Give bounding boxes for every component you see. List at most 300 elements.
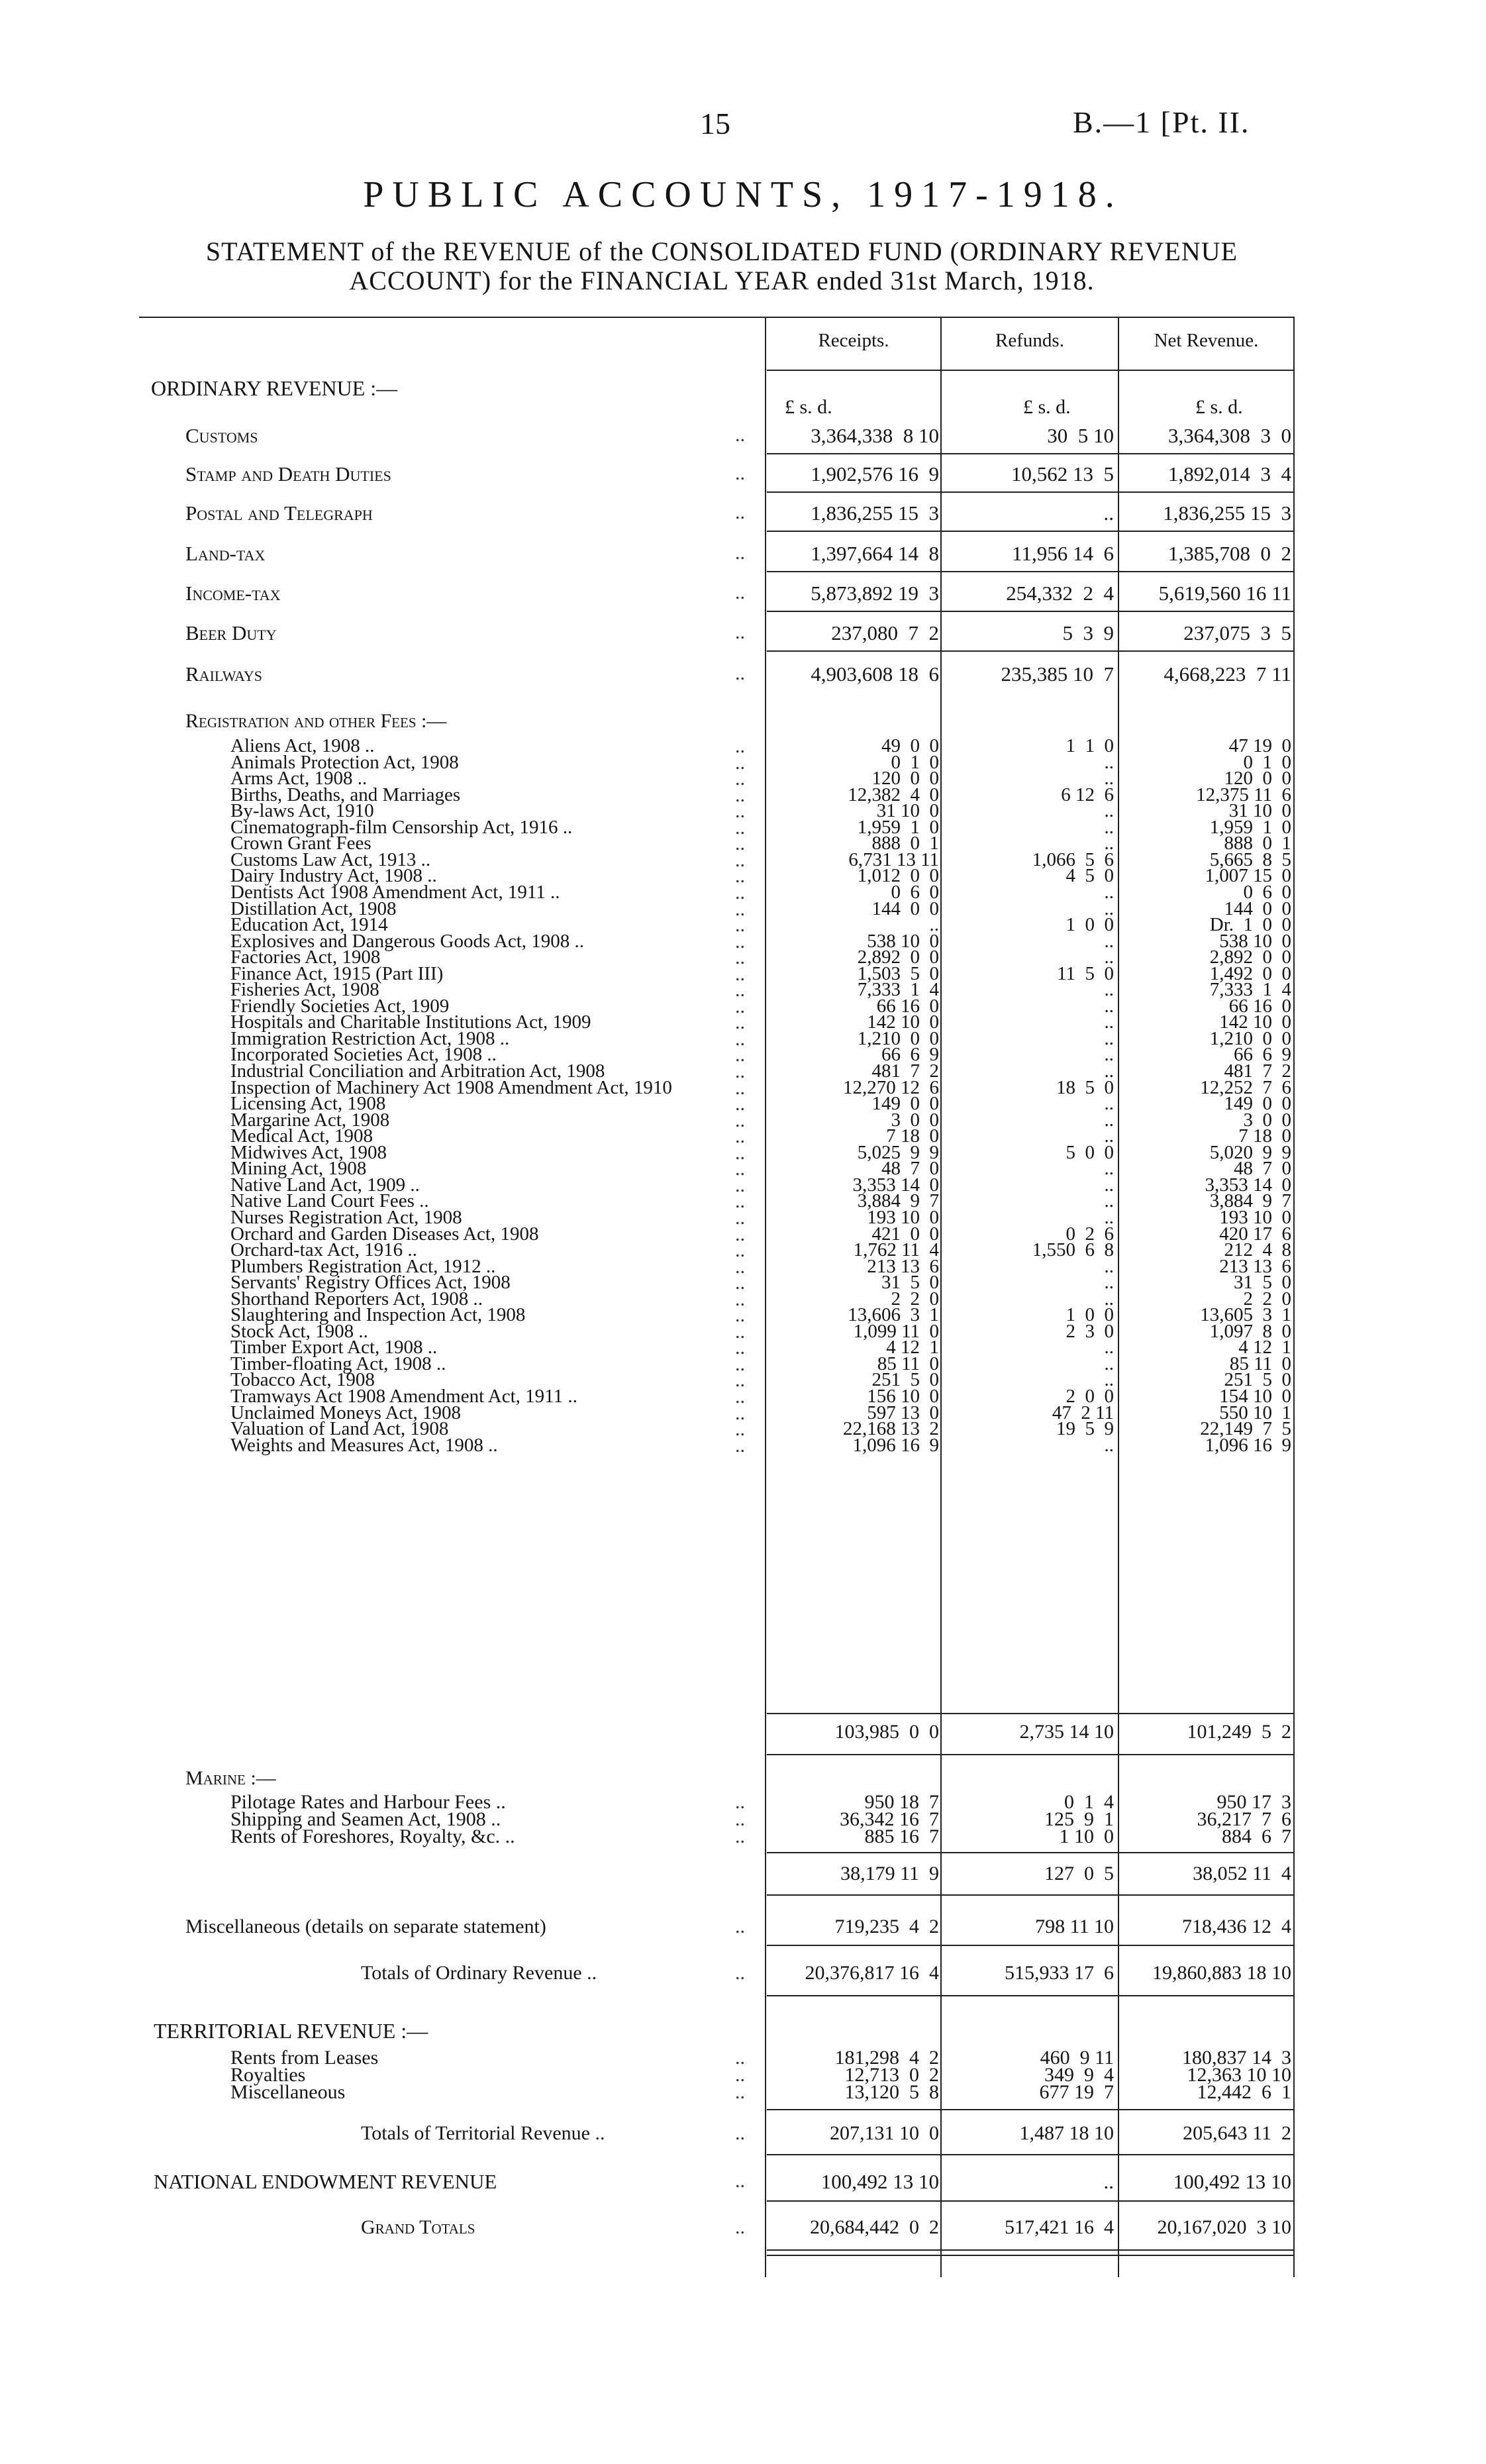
territorial-row-0-label: Rents from Leases bbox=[230, 2047, 379, 2069]
fee-row-33-label: Servants' Registry Offices Act, 1908 bbox=[230, 1272, 511, 1293]
territorial-row-1-leader: .. bbox=[735, 2064, 745, 2086]
fee-row-2-receipts: 120 0 0 bbox=[871, 768, 939, 789]
ordinary-total-row-receipts: 20,376,817 16 4 bbox=[805, 1962, 939, 1984]
fee-row-5-receipts: 1,959 1 0 bbox=[857, 817, 939, 838]
fee-row-11-refunds: 1 0 0 bbox=[1065, 914, 1114, 935]
fee-row-1-refunds: .. bbox=[1104, 752, 1114, 773]
fee-row-42-label: Valuation of Land Act, 1908 bbox=[230, 1418, 449, 1439]
main-row-0-receipts: 3,364,338 8 10 bbox=[811, 424, 939, 447]
fee-row-43-refunds: .. bbox=[1104, 1435, 1114, 1456]
territorial-row-2-refunds: 677 19 7 bbox=[1039, 2081, 1114, 2103]
marine-total-bottom-rule bbox=[767, 1894, 1295, 1896]
territorial-row-0-net-revenue: 180,837 14 3 bbox=[1182, 2047, 1291, 2069]
fee-row-34-refunds: .. bbox=[1104, 1288, 1114, 1309]
main-row-0-net-revenue: 3,364,308 3 0 bbox=[1168, 424, 1291, 447]
fee-row-6-leader: .. bbox=[735, 833, 745, 854]
fee-row-35-receipts: 13,606 3 1 bbox=[848, 1304, 939, 1325]
fee-row-12-receipts: 538 10 0 bbox=[867, 931, 939, 952]
miscellaneous-row-label: Miscellaneous (details on separate statement) bbox=[185, 1916, 546, 1937]
fee-row-17-receipts: 142 10 0 bbox=[867, 1011, 939, 1033]
page-title: PUBLIC ACCOUNTS, 1917-1918. bbox=[363, 174, 1123, 215]
national-endowment-row-refunds: .. bbox=[1103, 2170, 1114, 2193]
fee-row-5-leader: .. bbox=[735, 817, 745, 839]
fee-row-39-net-revenue: 251 5 0 bbox=[1224, 1369, 1291, 1390]
fee-row-11-net-revenue: Dr. 1 0 0 bbox=[1209, 914, 1291, 935]
miscellaneous-row-refunds: 798 11 10 bbox=[1035, 1916, 1114, 1937]
main-row-1-net-revenue: 1,892,014 3 4 bbox=[1168, 462, 1291, 486]
grand-total-row-label: Grand Totals bbox=[361, 2216, 475, 2238]
fee-row-24-leader: .. bbox=[735, 1125, 745, 1147]
section-registration-fees: Registration and other Fees :— bbox=[185, 710, 447, 732]
fee-row-28-net-revenue: 3,884 9 7 bbox=[1209, 1190, 1291, 1211]
fee-row-13-receipts: 2,892 0 0 bbox=[857, 947, 939, 968]
fee-row-3-net-revenue: 12,375 11 6 bbox=[1196, 784, 1291, 805]
marine-row-0-leader: .. bbox=[735, 1791, 745, 1813]
fee-row-4-refunds: .. bbox=[1104, 800, 1114, 821]
territorial-row-2-label: Miscellaneous bbox=[230, 2081, 346, 2103]
fee-row-3-receipts: 12,382 4 0 bbox=[848, 784, 939, 805]
fee-row-36-net-revenue: 1,097 8 0 bbox=[1209, 1321, 1291, 1342]
main-row-2-leader: .. bbox=[735, 501, 745, 523]
main-row-6-refunds: 235,385 10 7 bbox=[1001, 662, 1114, 686]
fee-row-20-receipts: 481 7 2 bbox=[871, 1060, 939, 1082]
fee-row-17-leader: .. bbox=[735, 1011, 745, 1033]
fee-row-34-net-revenue: 2 2 0 bbox=[1243, 1288, 1291, 1309]
fee-row-41-receipts: 597 13 0 bbox=[867, 1402, 939, 1423]
section-territorial-revenue: TERRITORIAL REVENUE :— bbox=[154, 2019, 428, 2043]
miscellaneous-rule bbox=[767, 1945, 1295, 1946]
fee-row-27-receipts: 3,353 14 0 bbox=[852, 1174, 939, 1196]
fee-row-8-label: Dairy Industry Act, 1908 .. bbox=[230, 865, 437, 886]
fee-row-32-label: Plumbers Registration Act, 1912 .. bbox=[230, 1256, 496, 1277]
fee-row-18-label: Immigration Restriction Act, 1908 .. bbox=[230, 1028, 510, 1049]
fee-row-35-refunds: 1 0 0 bbox=[1065, 1304, 1114, 1325]
fee-row-1-leader: .. bbox=[735, 752, 745, 774]
marine-row-0-refunds: 0 1 4 bbox=[1064, 1791, 1114, 1813]
fee-row-27-leader: .. bbox=[735, 1174, 745, 1196]
main-row-5-receipts: 237,080 7 2 bbox=[831, 621, 939, 644]
fee-row-22-label: Licensing Act, 1908 bbox=[230, 1093, 386, 1114]
document-reference: B.—1 [Pt. II. bbox=[1073, 105, 1250, 139]
fee-row-29-receipts: 193 10 0 bbox=[867, 1207, 939, 1228]
territorial-total-row-net-revenue: 205,643 11 2 bbox=[1183, 2122, 1291, 2144]
main-row-4-leader: .. bbox=[735, 582, 745, 603]
main-row-1-leader: .. bbox=[735, 462, 745, 484]
fee-row-25-net-revenue: 5,020 9 9 bbox=[1209, 1142, 1291, 1163]
fee-row-3-refunds: 6 12 6 bbox=[1061, 784, 1114, 805]
fee-row-31-net-revenue: 212 4 8 bbox=[1224, 1239, 1291, 1260]
main-row-3-net-revenue: 1,385,708 0 2 bbox=[1168, 542, 1291, 565]
fee-row-37-leader: .. bbox=[735, 1337, 745, 1359]
fee-row-0-refunds: 1 1 0 bbox=[1065, 735, 1114, 756]
fee-row-18-leader: .. bbox=[735, 1028, 745, 1050]
fee-row-1-label: Animals Protection Act, 1908 bbox=[230, 752, 459, 773]
fees-total-refunds: 2,735 14 10 bbox=[1019, 1721, 1114, 1743]
fee-row-6-label: Crown Grant Fees bbox=[230, 833, 372, 854]
main-row-4-refunds: 254,332 2 4 bbox=[1006, 582, 1114, 605]
main-row-4-net-revenue: 5,619,560 16 11 bbox=[1158, 582, 1291, 605]
marine-row-2-receipts: 885 16 7 bbox=[864, 1825, 939, 1847]
main-row-rule-3 bbox=[767, 571, 1295, 572]
fee-row-42-leader: .. bbox=[735, 1418, 745, 1440]
fee-row-32-receipts: 213 13 6 bbox=[867, 1256, 939, 1277]
main-row-rule-1 bbox=[767, 491, 1295, 493]
marine-total-rule bbox=[767, 1852, 1295, 1853]
fee-row-35-label: Slaughtering and Inspection Act, 1908 bbox=[230, 1304, 526, 1325]
fee-row-27-refunds: .. bbox=[1104, 1174, 1114, 1196]
fee-row-40-receipts: 156 10 0 bbox=[867, 1386, 939, 1407]
page-number: 15 bbox=[700, 107, 730, 140]
fee-row-10-net-revenue: 144 0 0 bbox=[1224, 898, 1291, 919]
fee-row-33-refunds: .. bbox=[1104, 1272, 1114, 1293]
fee-row-26-refunds: .. bbox=[1104, 1158, 1114, 1179]
fee-row-23-leader: .. bbox=[735, 1109, 745, 1131]
fee-row-14-receipts: 1,503 5 0 bbox=[857, 963, 939, 984]
main-row-3-label: Land-tax bbox=[185, 542, 266, 565]
fee-row-38-leader: .. bbox=[735, 1353, 745, 1375]
main-row-4-label: Income-tax bbox=[185, 582, 281, 605]
fee-row-3-leader: .. bbox=[735, 784, 745, 806]
fee-row-9-net-revenue: 0 6 0 bbox=[1243, 882, 1291, 903]
column-header-refunds: Refunds. bbox=[995, 330, 1064, 351]
fee-row-13-label: Factories Act, 1908 bbox=[230, 947, 381, 968]
fee-row-7-refunds: 1,066 5 6 bbox=[1032, 849, 1114, 870]
fee-row-29-net-revenue: 193 10 0 bbox=[1219, 1207, 1291, 1228]
marine-row-2-label: Rents of Foreshores, Royalty, &c. .. bbox=[230, 1825, 515, 1847]
marine-row-0-net-revenue: 950 17 3 bbox=[1216, 1791, 1291, 1813]
units-receipts: £ s. d. bbox=[785, 396, 832, 418]
fee-row-5-refunds: .. bbox=[1104, 817, 1114, 838]
ordinary-total-row-refunds: 515,933 17 6 bbox=[1005, 1962, 1114, 1984]
territorial-total-row-refunds: 1,487 18 10 bbox=[1019, 2122, 1114, 2144]
fee-row-21-leader: .. bbox=[735, 1077, 745, 1099]
fee-row-41-refunds: 47 2 11 bbox=[1052, 1402, 1114, 1423]
fee-row-23-net-revenue: 3 0 0 bbox=[1243, 1109, 1291, 1131]
fee-row-32-refunds: .. bbox=[1104, 1256, 1114, 1277]
fee-row-18-receipts: 1,210 0 0 bbox=[857, 1028, 939, 1049]
fee-row-22-net-revenue: 149 0 0 bbox=[1224, 1093, 1291, 1114]
fee-row-10-label: Distillation Act, 1908 bbox=[230, 898, 397, 919]
miscellaneous-row-receipts: 719,235 4 2 bbox=[834, 1916, 939, 1937]
fee-row-5-net-revenue: 1,959 1 0 bbox=[1209, 817, 1291, 838]
fee-row-43-leader: .. bbox=[735, 1435, 745, 1457]
marine-total-receipts: 38,179 11 9 bbox=[840, 1863, 939, 1884]
fee-row-4-leader: .. bbox=[735, 800, 745, 822]
fee-row-35-leader: .. bbox=[735, 1304, 745, 1326]
main-row-2-refunds: .. bbox=[1103, 501, 1114, 525]
fee-row-21-refunds: 18 5 0 bbox=[1056, 1077, 1114, 1098]
fee-row-8-receipts: 1,012 0 0 bbox=[857, 865, 939, 886]
territorial-row-2-leader: .. bbox=[735, 2081, 745, 2103]
fee-row-38-label: Timber-floating Act, 1908 .. bbox=[230, 1353, 446, 1374]
fee-row-20-refunds: .. bbox=[1104, 1060, 1114, 1082]
fee-row-21-receipts: 12,270 12 6 bbox=[843, 1077, 939, 1098]
fee-row-2-leader: .. bbox=[735, 768, 745, 790]
fee-row-35-net-revenue: 13,605 3 1 bbox=[1200, 1304, 1291, 1325]
fee-row-6-net-revenue: 888 0 1 bbox=[1224, 833, 1291, 854]
fee-row-4-label: By-laws Act, 1910 bbox=[230, 800, 374, 821]
fee-row-28-refunds: .. bbox=[1104, 1190, 1114, 1211]
territorial-total-row-leader: .. bbox=[735, 2122, 745, 2144]
fee-row-2-label: Arms Act, 1908 .. bbox=[230, 768, 368, 789]
fee-row-27-label: Native Land Act, 1909 .. bbox=[230, 1174, 420, 1196]
fee-row-43-label: Weights and Measures Act, 1908 .. bbox=[230, 1435, 498, 1456]
fee-row-12-net-revenue: 538 10 0 bbox=[1219, 931, 1291, 952]
main-row-2-label: Postal and Telegraph bbox=[185, 501, 373, 525]
fee-row-24-refunds: .. bbox=[1104, 1125, 1114, 1147]
fee-row-40-label: Tramways Act 1908 Amendment Act, 1911 .. bbox=[230, 1386, 577, 1407]
fee-row-23-label: Margarine Act, 1908 bbox=[230, 1109, 390, 1131]
main-row-0-leader: .. bbox=[735, 424, 745, 446]
grand-total-row-net-revenue: 20,167,020 3 10 bbox=[1157, 2216, 1291, 2238]
ordinary-total-rule bbox=[767, 1995, 1295, 1996]
fee-row-25-leader: .. bbox=[735, 1142, 745, 1164]
fee-row-22-leader: .. bbox=[735, 1093, 745, 1115]
fee-row-26-net-revenue: 48 7 0 bbox=[1234, 1158, 1291, 1179]
fee-row-14-net-revenue: 1,492 0 0 bbox=[1209, 963, 1291, 984]
marine-total-refunds: 127 0 5 bbox=[1044, 1863, 1114, 1884]
fee-row-13-refunds: .. bbox=[1104, 947, 1114, 968]
territorial-total-row-label: Totals of Territorial Revenue .. bbox=[361, 2122, 605, 2144]
fee-row-21-label: Inspection of Machinery Act 1908 Amendment Act, 1910 bbox=[230, 1077, 672, 1098]
fee-row-8-leader: .. bbox=[735, 865, 745, 887]
fee-row-37-receipts: 4 12 1 bbox=[886, 1337, 939, 1358]
units-net-revenue: £ s. d. bbox=[1195, 396, 1243, 418]
fee-row-11-label: Education Act, 1914 bbox=[230, 914, 388, 935]
fee-row-31-label: Orchard-tax Act, 1916 .. bbox=[230, 1239, 417, 1260]
main-row-6-receipts: 4,903,608 18 6 bbox=[811, 662, 939, 686]
fees-total-bottom-rule bbox=[767, 1754, 1295, 1755]
fee-row-40-refunds: 2 0 0 bbox=[1065, 1386, 1114, 1407]
fee-row-39-label: Tobacco Act, 1908 bbox=[230, 1369, 375, 1390]
main-row-rule-5 bbox=[767, 650, 1295, 652]
fees-total-net-revenue: 101,249 5 2 bbox=[1187, 1721, 1291, 1743]
fee-row-34-receipts: 2 2 0 bbox=[891, 1288, 939, 1309]
units-refunds: £ s. d. bbox=[1023, 396, 1071, 418]
fee-row-16-leader: .. bbox=[735, 996, 745, 1017]
fee-row-38-receipts: 85 11 0 bbox=[877, 1353, 939, 1374]
fee-row-31-leader: .. bbox=[735, 1239, 745, 1261]
territorial-row-2-receipts: 13,120 5 8 bbox=[844, 2081, 939, 2103]
fee-row-26-receipts: 48 7 0 bbox=[881, 1158, 939, 1179]
main-row-0-refunds: 30 5 10 bbox=[1047, 424, 1114, 447]
fee-row-38-net-revenue: 85 11 0 bbox=[1229, 1353, 1291, 1374]
fee-row-0-receipts: 49 0 0 bbox=[881, 735, 939, 756]
fee-row-31-refunds: 1,550 6 8 bbox=[1032, 1239, 1114, 1260]
fee-row-31-receipts: 1,762 11 4 bbox=[853, 1239, 939, 1260]
fee-row-30-refunds: 0 2 6 bbox=[1065, 1223, 1114, 1245]
fee-row-23-refunds: .. bbox=[1104, 1109, 1114, 1131]
fee-row-0-leader: .. bbox=[735, 735, 745, 757]
territorial-row-0-refunds: 460 9 11 bbox=[1040, 2047, 1114, 2069]
main-row-rule-4 bbox=[767, 611, 1295, 612]
fee-row-10-leader: .. bbox=[735, 898, 745, 920]
fee-row-29-leader: .. bbox=[735, 1207, 745, 1229]
fee-row-3-label: Births, Deaths, and Marriages bbox=[230, 784, 461, 805]
fee-row-17-label: Hospitals and Charitable Institutions Act, 1909 bbox=[230, 1011, 591, 1033]
territorial-total-rule bbox=[767, 2109, 1295, 2110]
fee-row-37-net-revenue: 4 12 1 bbox=[1238, 1337, 1291, 1358]
marine-row-0-receipts: 950 18 7 bbox=[864, 1791, 939, 1813]
fee-row-9-receipts: 0 6 0 bbox=[891, 882, 939, 903]
fee-row-19-receipts: 66 6 9 bbox=[881, 1044, 939, 1065]
fee-row-1-receipts: 0 1 0 bbox=[891, 752, 939, 773]
fee-row-10-refunds: .. bbox=[1104, 898, 1114, 919]
fee-row-26-label: Mining Act, 1908 bbox=[230, 1158, 367, 1179]
fee-row-28-receipts: 3,884 9 7 bbox=[857, 1190, 939, 1211]
fee-row-6-refunds: .. bbox=[1104, 833, 1114, 854]
fee-row-16-refunds: .. bbox=[1104, 996, 1114, 1017]
fee-row-39-leader: .. bbox=[735, 1369, 745, 1391]
national-endowment-row-leader: .. bbox=[735, 2170, 745, 2192]
fee-row-14-refunds: 11 5 0 bbox=[1057, 963, 1114, 984]
fee-row-27-net-revenue: 3,353 14 0 bbox=[1205, 1174, 1291, 1196]
fee-row-18-net-revenue: 1,210 0 0 bbox=[1209, 1028, 1291, 1049]
fee-row-15-leader: .. bbox=[735, 979, 745, 1001]
fee-row-43-net-revenue: 1,096 16 9 bbox=[1205, 1435, 1291, 1456]
marine-row-1-label: Shipping and Seamen Act, 1908 .. bbox=[230, 1808, 501, 1830]
territorial-row-0-receipts: 181,298 4 2 bbox=[834, 2047, 939, 2069]
main-row-rule-0 bbox=[767, 453, 1295, 454]
fee-row-12-refunds: .. bbox=[1104, 931, 1114, 952]
main-row-rule-2 bbox=[767, 531, 1295, 532]
fee-row-30-receipts: 421 0 0 bbox=[871, 1223, 939, 1245]
fee-row-34-label: Shorthand Reporters Act, 1908 .. bbox=[230, 1288, 483, 1309]
fee-row-19-net-revenue: 66 6 9 bbox=[1234, 1044, 1291, 1065]
fee-row-1-net-revenue: 0 1 0 bbox=[1243, 752, 1291, 773]
fee-row-10-receipts: 144 0 0 bbox=[871, 898, 939, 919]
fee-row-8-net-revenue: 1,007 15 0 bbox=[1205, 865, 1291, 886]
fee-row-29-refunds: .. bbox=[1104, 1207, 1114, 1228]
fee-row-11-receipts: .. bbox=[929, 914, 939, 935]
fee-row-24-net-revenue: 7 18 0 bbox=[1238, 1125, 1291, 1147]
fee-row-8-refunds: 4 5 0 bbox=[1065, 865, 1114, 886]
grand-total-row-receipts: 20,684,442 0 2 bbox=[810, 2216, 939, 2238]
fee-row-39-refunds: .. bbox=[1104, 1369, 1114, 1390]
fee-row-30-net-revenue: 420 17 6 bbox=[1219, 1223, 1291, 1245]
fee-row-33-net-revenue: 31 5 0 bbox=[1234, 1272, 1291, 1293]
fee-row-6-receipts: 888 0 1 bbox=[871, 833, 939, 854]
fee-row-7-receipts: 6,731 13 11 bbox=[848, 849, 939, 870]
marine-row-2-net-revenue: 884 6 7 bbox=[1222, 1825, 1291, 1847]
fee-row-7-label: Customs Law Act, 1913 .. bbox=[230, 849, 431, 870]
fee-row-40-net-revenue: 154 10 0 bbox=[1219, 1386, 1291, 1407]
fee-row-12-label: Explosives and Dangerous Goods Act, 1908 .. bbox=[230, 931, 585, 952]
fee-row-28-label: Native Land Court Fees .. bbox=[230, 1190, 429, 1211]
fee-row-41-net-revenue: 550 10 1 bbox=[1219, 1402, 1291, 1423]
fee-row-11-leader: .. bbox=[735, 914, 745, 936]
fee-row-36-receipts: 1,099 11 0 bbox=[853, 1321, 939, 1342]
main-row-6-leader: .. bbox=[735, 662, 745, 684]
fee-row-40-leader: .. bbox=[735, 1386, 745, 1408]
ordinary-total-row-net-revenue: 19,860,883 18 10 bbox=[1152, 1962, 1291, 1984]
territorial-row-1-refunds: 349 9 4 bbox=[1044, 2064, 1114, 2086]
main-row-3-refunds: 11,956 14 6 bbox=[1012, 542, 1114, 565]
main-row-2-net-revenue: 1,836,255 15 3 bbox=[1163, 501, 1291, 525]
main-row-5-label: Beer Duty bbox=[185, 621, 277, 644]
territorial-total-row-receipts: 207,131 10 0 bbox=[830, 2122, 939, 2144]
miscellaneous-row-net-revenue: 718,436 12 4 bbox=[1182, 1916, 1291, 1937]
territorial-row-0-leader: .. bbox=[735, 2047, 745, 2069]
fee-row-42-net-revenue: 22,149 7 5 bbox=[1200, 1418, 1291, 1439]
fee-row-15-receipts: 7,333 1 4 bbox=[857, 979, 939, 1000]
fee-row-12-leader: .. bbox=[735, 931, 745, 952]
fee-row-17-refunds: .. bbox=[1104, 1011, 1114, 1033]
main-row-5-leader: .. bbox=[735, 621, 745, 643]
fee-row-16-label: Friendly Societies Act, 1909 bbox=[230, 996, 450, 1017]
fee-row-2-refunds: .. bbox=[1104, 768, 1114, 789]
col-divider-1 bbox=[765, 317, 766, 2277]
fee-row-20-net-revenue: 481 7 2 bbox=[1224, 1060, 1291, 1082]
marine-row-1-receipts: 36,342 16 7 bbox=[840, 1808, 939, 1830]
marine-row-2-leader: .. bbox=[735, 1825, 745, 1847]
fees-total-receipts: 103,985 0 0 bbox=[834, 1721, 939, 1743]
fee-row-14-label: Finance Act, 1915 (Part III) bbox=[230, 963, 444, 984]
marine-total-net-revenue: 38,052 11 4 bbox=[1193, 1863, 1291, 1884]
fee-row-30-label: Orchard and Garden Diseases Act, 1908 bbox=[230, 1223, 539, 1245]
territorial-row-1-net-revenue: 12,363 10 10 bbox=[1187, 2064, 1291, 2086]
fee-row-15-label: Fisheries Act, 1908 bbox=[230, 979, 379, 1000]
fee-row-19-refunds: .. bbox=[1104, 1044, 1114, 1065]
fee-row-26-leader: .. bbox=[735, 1158, 745, 1180]
fee-row-25-refunds: 5 0 0 bbox=[1065, 1142, 1114, 1163]
marine-row-1-refunds: 125 9 1 bbox=[1044, 1808, 1114, 1830]
column-header-receipts: Receipts. bbox=[818, 330, 889, 351]
main-row-6-net-revenue: 4,668,223 7 11 bbox=[1164, 662, 1291, 686]
fee-row-36-leader: .. bbox=[735, 1321, 745, 1343]
main-row-3-leader: .. bbox=[735, 542, 745, 564]
main-row-4-receipts: 5,873,892 19 3 bbox=[811, 582, 939, 605]
grand-total-rule-second bbox=[767, 2255, 1295, 2256]
fee-row-42-receipts: 22,168 13 2 bbox=[843, 1418, 939, 1439]
fee-row-22-receipts: 149 0 0 bbox=[871, 1093, 939, 1114]
fee-row-4-receipts: 31 10 0 bbox=[876, 800, 939, 821]
marine-row-0-label: Pilotage Rates and Harbour Fees .. bbox=[230, 1791, 506, 1813]
ordinary-total-row-label: Totals of Ordinary Revenue .. bbox=[361, 1962, 597, 1984]
fee-row-22-refunds: .. bbox=[1104, 1093, 1114, 1114]
main-row-5-refunds: 5 3 9 bbox=[1062, 621, 1114, 644]
fee-row-36-refunds: 2 3 0 bbox=[1065, 1321, 1114, 1342]
fee-row-39-receipts: 251 5 0 bbox=[871, 1369, 939, 1390]
fee-row-13-net-revenue: 2,892 0 0 bbox=[1209, 947, 1291, 968]
main-row-1-refunds: 10,562 13 5 bbox=[1011, 462, 1114, 486]
fee-row-15-refunds: .. bbox=[1104, 979, 1114, 1000]
ordinary-total-row-leader: .. bbox=[735, 1962, 745, 1984]
fee-row-24-receipts: 7 18 0 bbox=[886, 1125, 939, 1147]
section-ordinary-revenue: ORDINARY REVENUE :— bbox=[151, 376, 398, 400]
marine-row-2-refunds: 1 10 0 bbox=[1059, 1825, 1114, 1847]
fee-row-5-label: Cinematograph-film Censorship Act, 1916 .. bbox=[230, 817, 573, 838]
national-endowment-row-net-revenue: 100,492 13 10 bbox=[1173, 2170, 1291, 2193]
fee-row-32-leader: .. bbox=[735, 1256, 745, 1278]
main-row-2-receipts: 1,836,255 15 3 bbox=[811, 501, 939, 525]
fee-row-15-net-revenue: 7,333 1 4 bbox=[1209, 979, 1291, 1000]
fee-row-23-receipts: 3 0 0 bbox=[891, 1109, 939, 1131]
main-row-1-label: Stamp and Death Duties bbox=[185, 462, 391, 486]
subtitle-line-1: STATEMENT of the REVENUE of the CONSOLIDATED FUND (ORDINARY REVENUE bbox=[205, 236, 1238, 266]
fee-row-43-receipts: 1,096 16 9 bbox=[852, 1435, 939, 1456]
table-top-rule bbox=[139, 317, 1295, 318]
fee-row-37-label: Timber Export Act, 1908 .. bbox=[230, 1337, 438, 1358]
territorial-row-2-net-revenue: 12,442 6 1 bbox=[1197, 2081, 1291, 2103]
fee-row-33-receipts: 31 5 0 bbox=[881, 1272, 939, 1293]
header-bottom-rule bbox=[767, 370, 1295, 371]
fee-row-34-leader: .. bbox=[735, 1288, 745, 1310]
fee-row-13-leader: .. bbox=[735, 947, 745, 968]
territorial-row-1-label: Royalties bbox=[230, 2064, 306, 2086]
fee-row-29-label: Nurses Registration Act, 1908 bbox=[230, 1207, 462, 1228]
main-row-5-net-revenue: 237,075 3 5 bbox=[1183, 621, 1291, 644]
